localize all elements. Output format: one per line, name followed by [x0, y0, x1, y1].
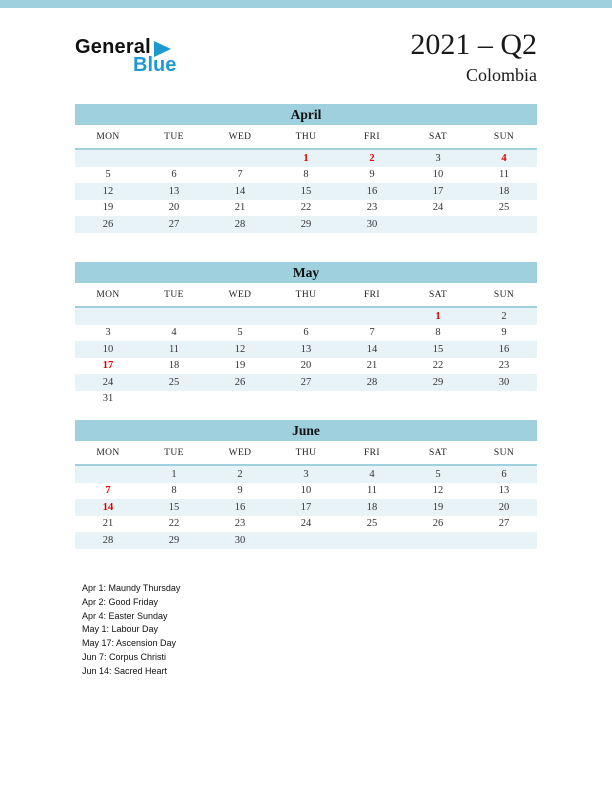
day-cell: 18 — [498, 185, 510, 197]
day-cell: 6 — [501, 468, 507, 480]
weekday-label: TUE — [164, 447, 184, 458]
day-cell: 5 — [237, 327, 243, 339]
day-cell: 22 — [432, 360, 444, 372]
day-cell: 6 — [171, 169, 177, 181]
day-cell: 4 — [171, 327, 177, 339]
day-cell: 30 — [234, 534, 246, 546]
empty-day-cell — [339, 391, 405, 408]
week-row — [75, 466, 537, 483]
empty-day-cell — [141, 308, 207, 325]
weekday-label: THU — [295, 447, 317, 458]
day-cell: 14 — [234, 185, 246, 197]
day-cell: 12 — [234, 343, 246, 355]
day-cell: 4 — [369, 468, 375, 480]
day-cell: 19 — [102, 202, 114, 214]
empty-day-cell — [141, 150, 207, 167]
holiday-note: Apr 1: Maundy Thursday — [82, 583, 181, 593]
empty-day-cell — [471, 532, 537, 549]
day-cell: 5 — [435, 468, 441, 480]
weekday-label: FRI — [364, 447, 380, 458]
holiday-note: Jun 14: Sacred Heart — [82, 665, 168, 676]
week-row — [75, 308, 537, 325]
weekday-label: SAT — [428, 131, 448, 142]
weekday-label: TUE — [164, 131, 184, 142]
top-accent-bar — [0, 0, 612, 8]
day-cell: 25 — [168, 376, 180, 388]
day-cell: 11 — [366, 485, 378, 497]
day-cell: 29 — [300, 218, 312, 230]
day-cell: 15 — [432, 343, 444, 355]
logo-text-general: General — [75, 36, 151, 58]
empty-day-cell — [339, 308, 405, 325]
weekday-label: WED — [228, 447, 252, 458]
day-cell: 20 — [168, 202, 180, 214]
day-cell: 15 — [300, 185, 312, 197]
weekday-label: SAT — [428, 447, 448, 458]
empty-day-cell — [471, 216, 537, 233]
day-cell: 5 — [105, 169, 111, 181]
day-cell: 31 — [102, 393, 114, 405]
day-cell: 28 — [366, 376, 378, 388]
empty-day-cell — [405, 391, 471, 408]
holiday-note: Jun 7: Corpus Christi — [82, 651, 167, 662]
day-cell: 26 — [102, 218, 114, 230]
day-cell: 17 — [102, 360, 114, 372]
empty-day-cell — [273, 308, 339, 325]
weekday-label: FRI — [364, 289, 380, 300]
day-cell: 9 — [501, 327, 507, 339]
day-cell: 7 — [369, 327, 375, 339]
day-cell: 18 — [366, 501, 378, 513]
day-cell: 22 — [168, 518, 180, 530]
week-row — [75, 216, 537, 233]
weekday-label: SAT — [428, 289, 448, 300]
empty-day-cell — [141, 391, 207, 408]
weekday-label: SUN — [493, 447, 515, 458]
country-subtitle: Colombia — [466, 65, 537, 85]
empty-day-cell — [273, 391, 339, 408]
week-row — [75, 499, 537, 516]
day-cell: 8 — [171, 485, 177, 497]
day-cell: 14 — [366, 343, 378, 355]
weekday-header-row — [75, 441, 537, 466]
day-cell: 13 — [168, 185, 180, 197]
day-cell: 28 — [234, 218, 246, 230]
day-cell: 18 — [168, 360, 180, 372]
day-cell: 1 — [303, 152, 309, 164]
weekday-label: THU — [295, 131, 317, 142]
month-may — [75, 262, 537, 407]
empty-day-cell — [207, 150, 273, 167]
day-cell: 20 — [498, 501, 510, 513]
weekday-label: FRI — [364, 131, 380, 142]
holiday-note: Apr 2: Good Friday — [82, 596, 159, 607]
day-cell: 10 — [102, 343, 114, 355]
empty-day-cell — [207, 308, 273, 325]
empty-day-cell — [273, 532, 339, 549]
week-row — [75, 532, 537, 549]
day-cell: 4 — [501, 152, 507, 164]
week-row — [75, 483, 537, 500]
day-cell: 24 — [432, 202, 444, 214]
week-row — [75, 358, 537, 375]
day-cell: 7 — [237, 169, 243, 181]
day-cell: 10 — [300, 485, 312, 497]
day-cell: 27 — [168, 218, 180, 230]
holiday-list — [82, 582, 180, 679]
day-cell: 24 — [102, 376, 114, 388]
day-cell: 27 — [300, 376, 312, 388]
day-cell: 15 — [168, 501, 180, 513]
day-cell: 25 — [366, 518, 378, 530]
empty-day-cell — [471, 391, 537, 408]
day-cell: 23 — [366, 202, 378, 214]
weekday-label: MON — [96, 131, 120, 142]
week-row — [75, 516, 537, 533]
day-cell: 12 — [102, 185, 114, 197]
weekday-label: THU — [295, 289, 317, 300]
day-cell: 19 — [432, 501, 444, 513]
page-title: 2021 – Q2 — [410, 28, 537, 61]
day-cell: 8 — [435, 327, 441, 339]
week-row — [75, 325, 537, 342]
month-title: June — [75, 420, 537, 441]
day-cell: 12 — [432, 485, 444, 497]
day-cell: 30 — [366, 218, 378, 230]
day-cell: 25 — [498, 202, 510, 214]
week-row — [75, 374, 537, 391]
week-row — [75, 167, 537, 184]
month-april — [75, 104, 537, 233]
day-cell: 14 — [102, 501, 114, 513]
week-row — [75, 200, 537, 217]
day-cell: 2 — [501, 310, 507, 322]
day-cell: 13 — [498, 485, 510, 497]
weekday-label: MON — [96, 289, 120, 300]
empty-day-cell — [207, 391, 273, 408]
day-cell: 21 — [102, 518, 114, 530]
month-title: May — [75, 262, 537, 283]
day-cell: 16 — [498, 343, 510, 355]
day-cell: 21 — [366, 360, 378, 372]
day-cell: 8 — [303, 169, 309, 181]
day-cell: 30 — [498, 376, 510, 388]
empty-day-cell — [75, 466, 141, 483]
day-cell: 2 — [237, 468, 243, 480]
day-cell: 24 — [300, 518, 312, 530]
day-cell: 17 — [432, 185, 444, 197]
day-cell: 29 — [432, 376, 444, 388]
day-cell: 13 — [300, 343, 312, 355]
day-cell: 21 — [234, 202, 246, 214]
holiday-note: May 1: Labour Day — [82, 624, 159, 635]
empty-day-cell — [75, 150, 141, 167]
day-cell: 3 — [303, 468, 309, 480]
month-june — [75, 420, 537, 549]
day-cell: 28 — [102, 534, 114, 546]
day-cell: 6 — [303, 327, 309, 339]
day-cell: 10 — [432, 169, 444, 181]
week-row — [75, 391, 537, 408]
day-cell: 22 — [300, 202, 312, 214]
day-cell: 11 — [498, 169, 510, 181]
day-cell: 17 — [300, 501, 312, 513]
general-blue-logo — [75, 36, 176, 77]
day-cell: 9 — [369, 169, 375, 181]
holiday-note: May 17: Ascension Day — [82, 638, 177, 649]
weekday-label: SUN — [493, 131, 515, 142]
day-cell: 23 — [498, 360, 510, 372]
empty-day-cell — [339, 532, 405, 549]
weekday-header-row — [75, 283, 537, 308]
day-cell: 26 — [432, 518, 444, 530]
weekday-header-row — [75, 125, 537, 150]
day-cell: 16 — [366, 185, 378, 197]
day-cell: 19 — [234, 360, 246, 372]
day-cell: 27 — [498, 518, 510, 530]
month-title: April — [75, 104, 537, 125]
day-cell: 3 — [435, 152, 441, 164]
day-cell: 11 — [168, 343, 180, 355]
week-row — [75, 341, 537, 358]
day-cell: 26 — [234, 376, 246, 388]
logo-text-blue: Blue — [133, 54, 177, 76]
week-row — [75, 150, 537, 167]
day-cell: 3 — [105, 327, 111, 339]
week-row — [75, 183, 537, 200]
weekday-label: WED — [228, 289, 252, 300]
day-cell: 20 — [300, 360, 312, 372]
day-cell: 1 — [435, 310, 441, 322]
title-block — [410, 28, 537, 86]
empty-day-cell — [75, 308, 141, 325]
day-cell: 23 — [234, 518, 246, 530]
empty-day-cell — [405, 532, 471, 549]
day-cell: 9 — [237, 485, 243, 497]
weekday-label: WED — [228, 131, 252, 142]
day-cell: 7 — [105, 485, 111, 497]
weekday-label: SUN — [493, 289, 515, 300]
day-cell: 29 — [168, 534, 180, 546]
weekday-label: MON — [96, 447, 120, 458]
empty-day-cell — [405, 216, 471, 233]
weekday-label: TUE — [164, 289, 184, 300]
day-cell: 16 — [234, 501, 246, 513]
day-cell: 1 — [171, 468, 177, 480]
holiday-note: Apr 4: Easter Sunday — [82, 610, 168, 621]
day-cell: 2 — [369, 152, 375, 164]
